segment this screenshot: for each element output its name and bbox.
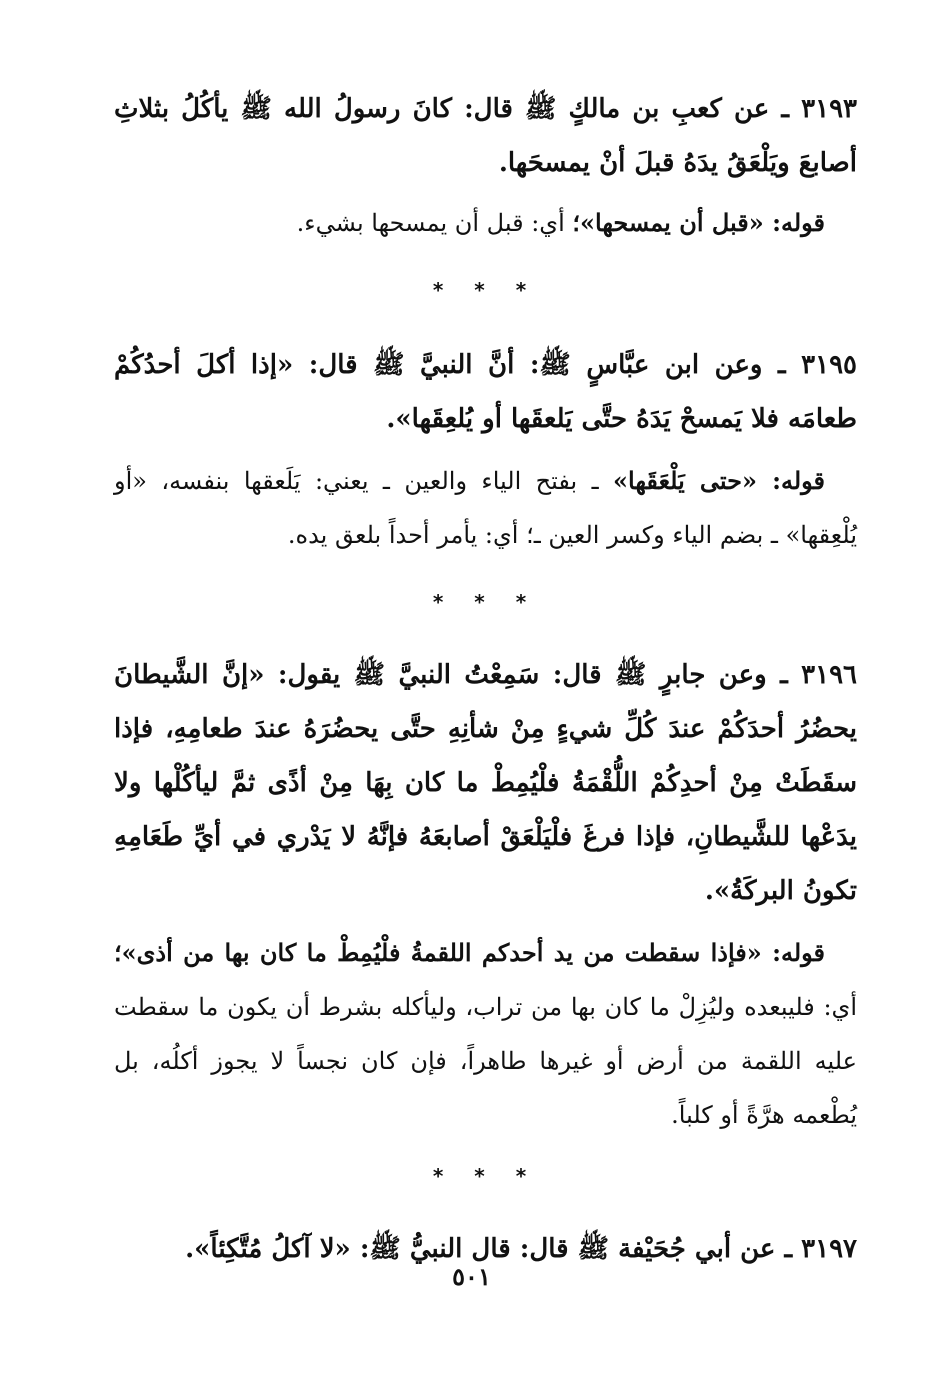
commentary-3195 — [114, 454, 857, 562]
commentary-text: أي: قبل أن يمسحها بشيء. — [296, 209, 573, 237]
commentary-lead: قوله: «فإذا سقطت من يد أحدكم اللقمةُ فلْيُمِطْ ما كان بها من أذى»؛ — [114, 938, 825, 967]
hadith-3195: ٣١٩٥ ـ وعن ابن عبَّاسٍ ﷺ: أنَّ النبيَّ ﷺ قال: «إذا أكلَ أحدُكُمْ طعامَه فلا يَمسحْ يَدَهُ حتَّى يَلعقَها أو يُلعِقَها». — [114, 350, 857, 434]
section-separator: * * * — [432, 278, 539, 302]
commentary-text: ـ بفتح الياء والعين ـ يعني: يَلَعقها بنفسه، «أو يُلْعِقها» ـ بضم الياء وكسر العين ـ؛ أي: يأمر أحداً بلعق يده. — [114, 467, 857, 549]
hadith-3196: ٣١٩٦ ـ وعن جابرٍ ﷺ قال: سَمِعْتُ النبيَّ ﷺ يقول: «إنَّ الشَّيطانَ يحضُرُ أحدَكُمْ عندَ كُلِّ شيءٍ مِنْ شأنِهِ حتَّى يحضُرَهُ عندَ طعامِهِ، فإذا سقَطَتْ مِنْ أحدِكُمْ اللُّقْمَةُ فلْيُمِطْ ما كان بِهَا مِنْ أذًى ثمَّ ليأكُلْها ولا يدَعْها للشَّيطانِ، فإذا فرغَ فلْيَلْعَقْ أصابعَهُ فإنَّهُ لا يَدْري في أيِّ طَعَامِهِ تكونُ البركَةُ». — [114, 660, 857, 906]
commentary-text: أي: فليبعده وليُزِلْ ما كان بها من تراب، وليأكله بشرط أن يكون ما سقطت عليه اللقمة من أرض أو غيرها طاهراً، فإن كان نجساً لا يجوز أكلُه، بل يُطْعمه هرَّةً أو كلباً. — [114, 993, 857, 1129]
hadith-3193: ٣١٩٣ ـ عن كعبِ بن مالكٍ ﷺ قال: كانَ رسولُ الله ﷺ يأكُلُ بثلاثِ أصابعَ ويَلْعَقُ يدَهُ قبلَ أنْ يمسحَها. — [114, 94, 857, 178]
commentary-lead: قوله: «حتى يَلْعَقَها» — [613, 466, 826, 495]
page-number: ٥٠١ — [452, 1262, 491, 1291]
commentary-lead: قوله: «قبل أن يمسحها»؛ — [572, 208, 825, 237]
hadith-3197: ٣١٩٧ ـ عن أبي جُحَيْفة ﷺ قال: قال النبيُّ ﷺ: «لا آكلُ مُتَّكِئاً». — [185, 1234, 857, 1264]
section-separator: * * * — [432, 1164, 539, 1188]
commentary-3193 — [114, 196, 857, 250]
commentary-3196 — [114, 926, 857, 1142]
section-separator: * * * — [432, 590, 539, 614]
